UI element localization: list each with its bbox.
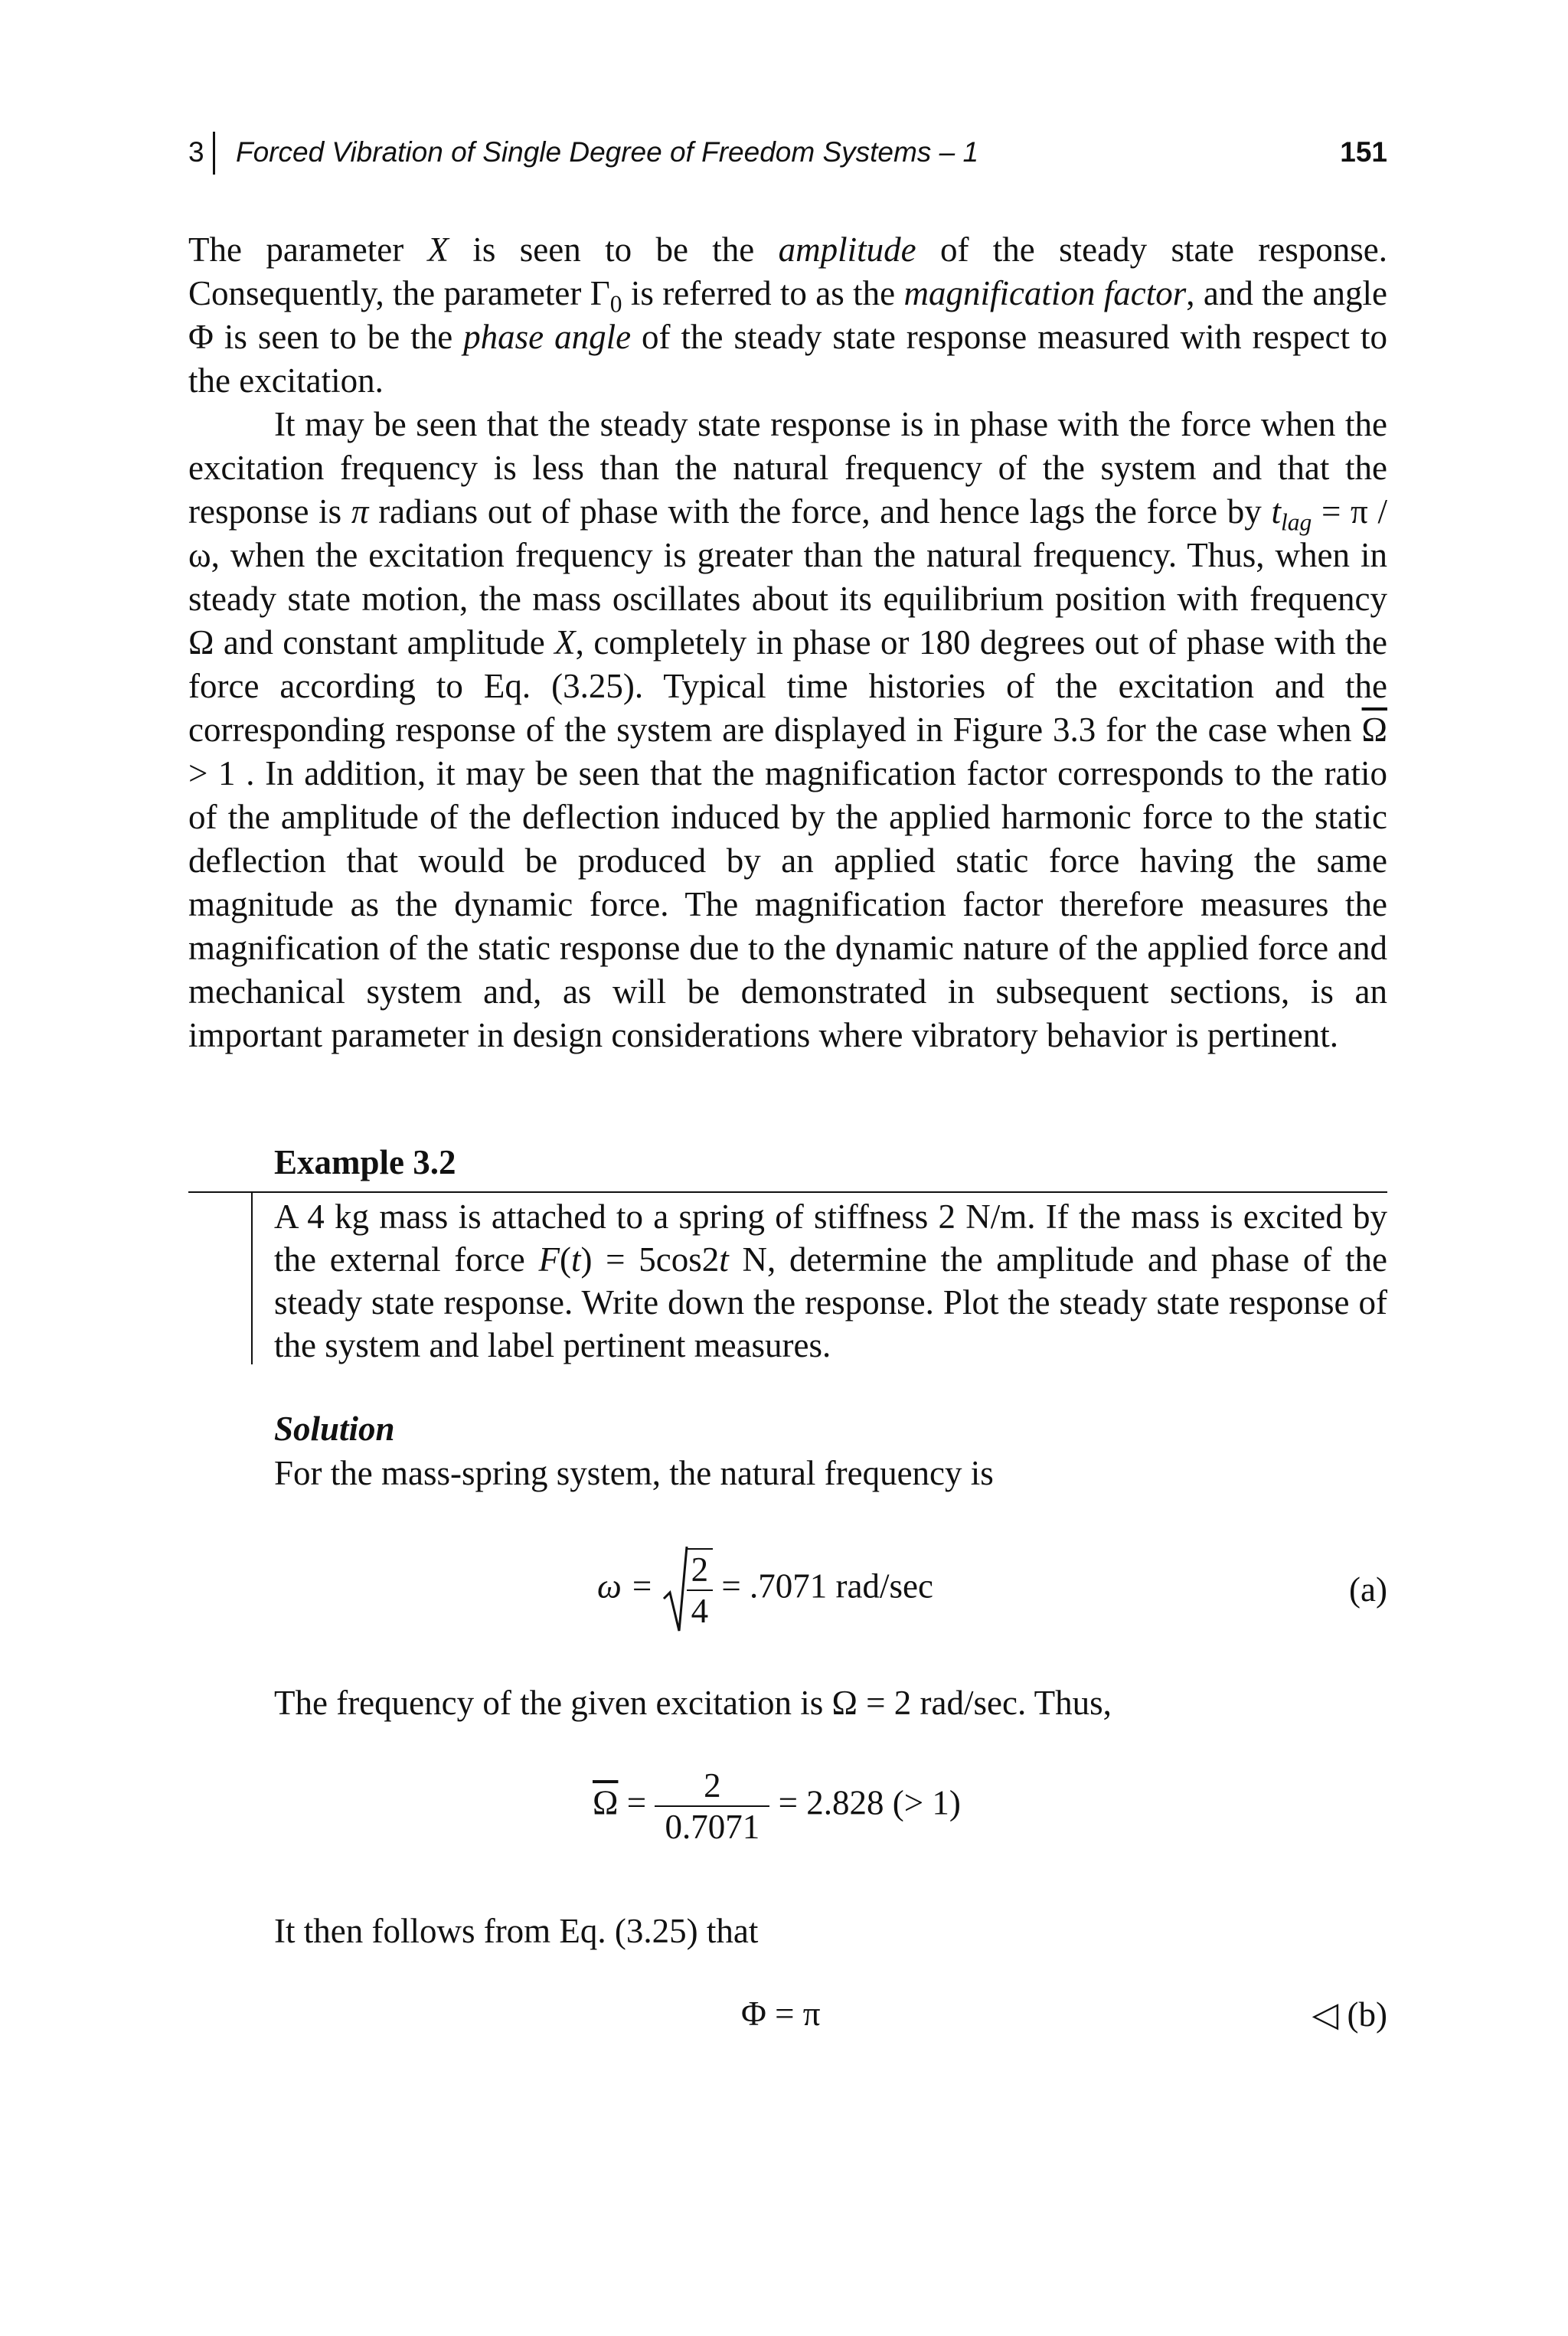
- text-run: N, determine the amplitude and phase of the steady state response. Write down the response. Plot the steady state response of the system and label pertinent measures.: [274, 1240, 1387, 1364]
- solution-line-3: It then follows from Eq. (3.25) that: [274, 1912, 759, 1950]
- symbol-X: X: [554, 623, 576, 662]
- text-run: ) = 5cos2: [580, 1240, 720, 1279]
- eq-omega-bar-equals: =: [626, 1783, 647, 1822]
- header-divider: [213, 132, 215, 175]
- symbol-X: X: [427, 230, 449, 269]
- running-header: [188, 135, 1387, 173]
- eq-a-numerator: 2: [691, 1550, 709, 1589]
- eq-b-label: ◁ (b): [1312, 1995, 1387, 2034]
- text-run: radians out of phase with the force, and hence lags the force by: [368, 492, 1272, 531]
- text-run: (: [559, 1240, 571, 1279]
- text-run: = π / ω,: [188, 492, 1387, 574]
- symbol-t: t: [1271, 492, 1281, 531]
- equation-a: [597, 1545, 933, 1634]
- symbol-t: t: [570, 1240, 581, 1279]
- subscript: 0: [609, 290, 622, 318]
- term-phase-angle: phase angle: [463, 318, 632, 356]
- chapter-title: Forced Vibration of Single Degree of Freedom Systems – 1: [236, 136, 979, 168]
- text-run: of the steady state response. Consequently, the parameter Γ: [188, 230, 1387, 312]
- equation-omega-bar: [593, 1766, 961, 1847]
- example-rule: [188, 1191, 1387, 1193]
- chapter-number: 3: [188, 136, 204, 168]
- paragraph-2: [188, 403, 1387, 1057]
- text-run: A 4 kg mass is attached to a spring of stiffness 2 N/m. If the mass is excited by the external force: [274, 1197, 1387, 1279]
- symbol-t: t: [719, 1240, 729, 1279]
- term-amplitude: amplitude: [778, 230, 916, 269]
- text-run: , and the angle Φ is seen to be the: [188, 274, 1387, 356]
- text-run: of the steady state response measured with respect to the excitation.: [188, 318, 1387, 400]
- eq-omega-bar-numerator: 2: [704, 1766, 721, 1805]
- text-run: , completely in phase or 180 degrees out of phase with the force according to Eq. (3.25). Typical time histories of the excitation and the corresponding response of the system are displayed in Figure 3.3 for the case when: [188, 623, 1387, 749]
- symbol-omega-bar: $\overline{\Omega}$: [1361, 711, 1387, 749]
- text-run: > 1 . In addition, it may be seen that the magnification factor corresponds to the ratio of the amplitude of the deflection induced by the applied harmonic force to the static deflection that would be produced by an applied static force having the same magnitude as the dynamic force. The magnification factor therefore measures the magnification of the static response due to the dynamic nature of the applied force and mechanical system and, as will be demonstrated in subsequent sections, is an important parameter in design considerations where vibratory behavior is pertinent.: [188, 754, 1387, 1054]
- example-statement: [274, 1195, 1387, 1367]
- eq-a-rhs: = .7071 rad/sec: [721, 1567, 933, 1606]
- eq-a-fraction: [687, 1548, 714, 1631]
- eq-omega-bar-rhs: = 2.828 (> 1): [778, 1783, 961, 1822]
- symbol-F: F: [538, 1240, 560, 1279]
- solution-line-2: The frequency of the given excitation is Ω = 2 rad/sec. Thus,: [274, 1684, 1112, 1722]
- subscript-lag: lag: [1280, 508, 1312, 536]
- body-text: [188, 228, 1387, 1057]
- example-title: Example 3.2: [274, 1143, 456, 1181]
- eq-a-lhs: ω =: [597, 1567, 654, 1606]
- paragraph-1: [188, 228, 1387, 403]
- text-run: when the excitation frequency is greater than the natural frequency. Thus, when in steady state motion, the mass oscillates about its equilibrium position with frequency Ω and constant amplitude: [188, 536, 1387, 662]
- term-magnification-factor: magnification factor: [903, 274, 1187, 312]
- symbol-pi: π: [351, 492, 369, 531]
- text-run: It may be seen that the steady state response is in phase with the force when the excitation frequency is less than the natural frequency of the system and that the response is: [188, 405, 1387, 531]
- eq-omega-bar-fraction: [655, 1766, 769, 1847]
- solution-line-1: For the mass-spring system, the natural frequency is: [274, 1454, 994, 1492]
- eq-omega-bar-lhs: $\overline{\Omega}$: [593, 1783, 619, 1822]
- page-number: 151: [1340, 136, 1387, 168]
- text-run: is seen to be the: [449, 230, 779, 269]
- equation-b: Φ = π: [741, 1995, 821, 2033]
- sqrt-icon: [662, 1545, 688, 1634]
- solution-heading: Solution: [274, 1410, 395, 1448]
- eq-omega-bar-denominator: 0.7071: [655, 1805, 769, 1847]
- text-run: is referred to as the: [622, 274, 904, 312]
- eq-a-label: (a): [1349, 1570, 1387, 1609]
- example-sidebar-line: [251, 1191, 253, 1364]
- eq-a-denominator: 4: [687, 1589, 714, 1631]
- text-run: The parameter: [188, 230, 428, 269]
